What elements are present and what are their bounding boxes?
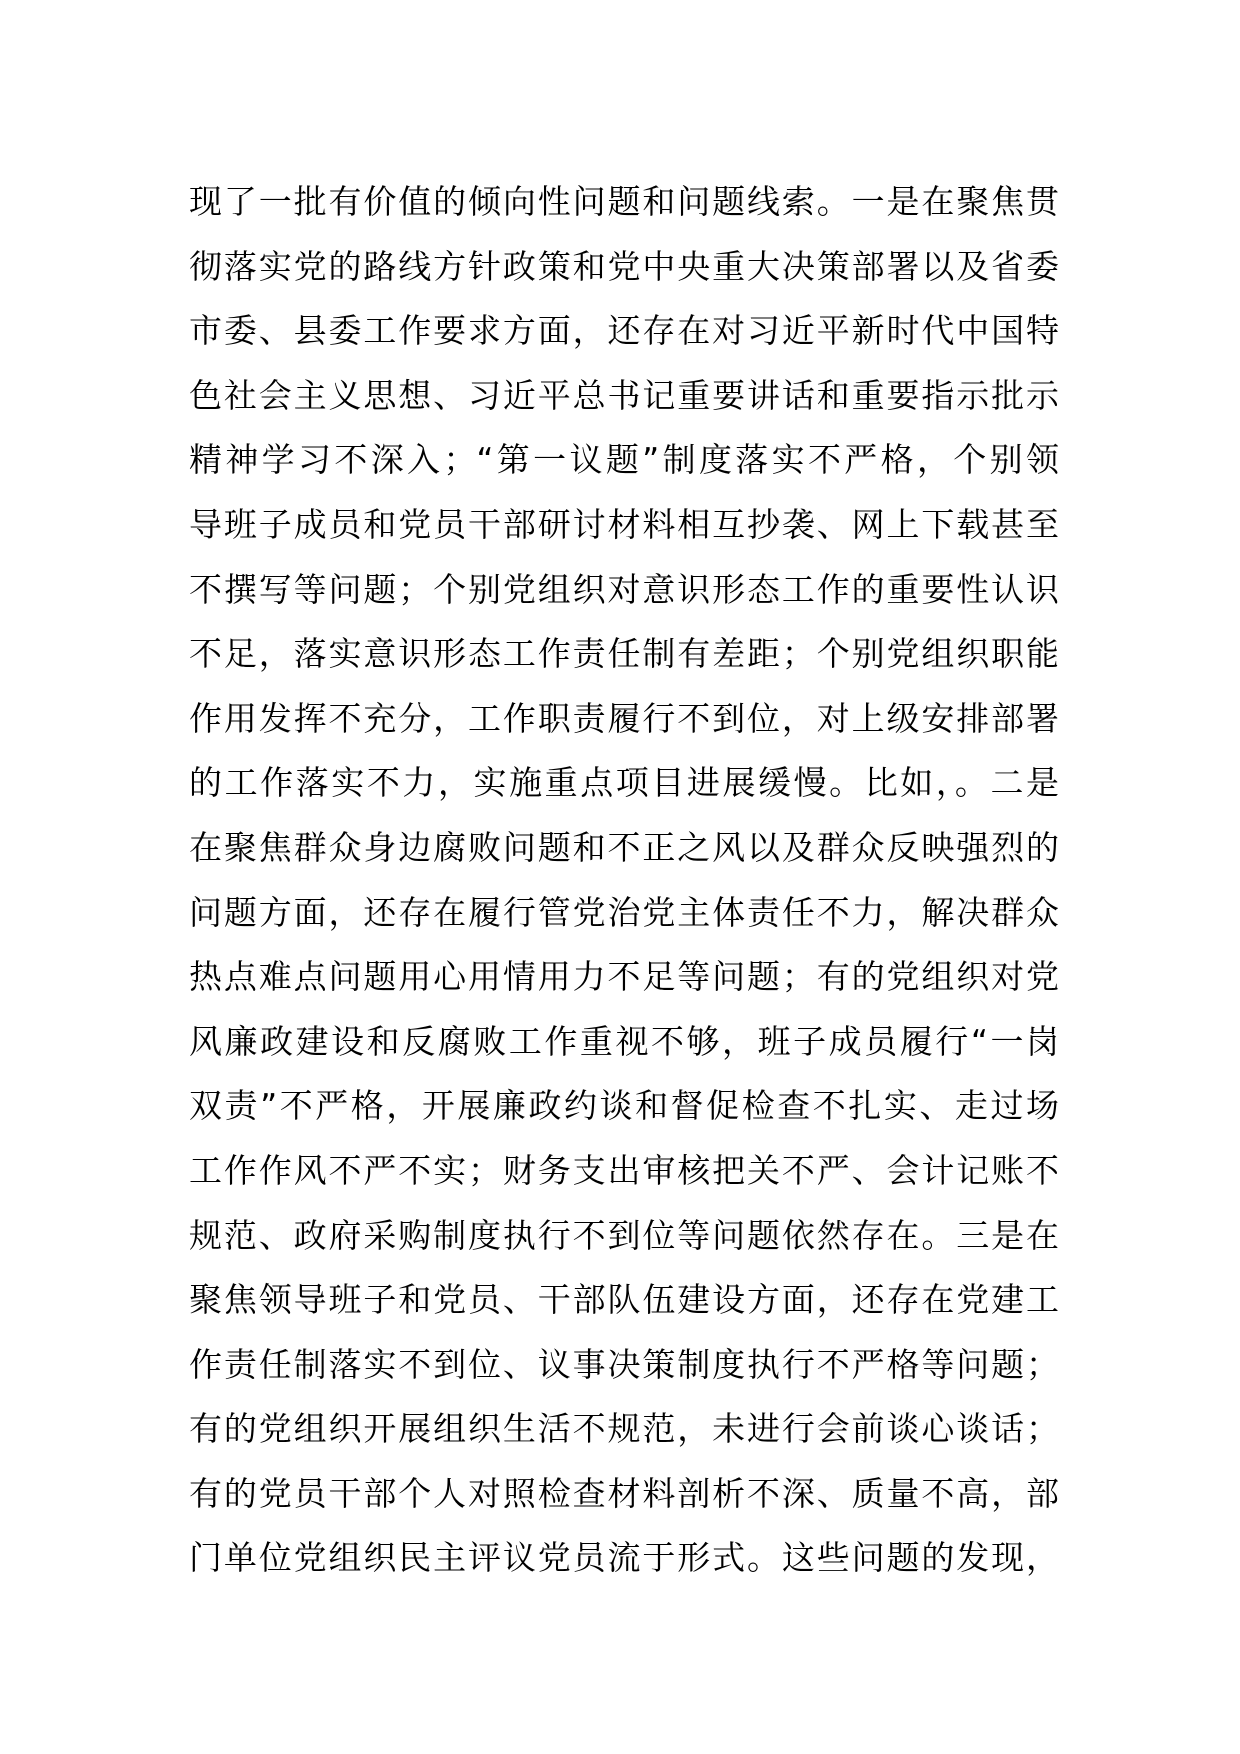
text-line: 彻落实党的路线方针政策和党中央重大决策部署以及省委 <box>189 246 1059 286</box>
text-line: 现了一批有价值的倾向性问题和问题线索。一是在聚焦贯 <box>189 182 1059 221</box>
text-line: 有的党组织开展组织生活不规范，未进行会前谈心谈话； <box>189 1409 1059 1449</box>
text-line: 不撰写等问题；个别党组织对意识形态工作的重要性认识 <box>189 569 1059 609</box>
text-line: 作用发挥不充分，工作职责履行不到位，对上级安排部署 <box>189 698 1059 738</box>
text-line: 导班子成员和党员干部研讨材料相互抄袭、网上下载甚至 <box>189 504 1059 544</box>
text-line: 有的党员干部个人对照检查材料剖析不深、质量不高，部 <box>189 1473 1059 1513</box>
body-text <box>189 170 1059 1591</box>
text-line: 门单位党组织民主评议党员流于形式。这些问题的发现， <box>189 1538 1059 1578</box>
text-line: 聚焦领导班子和党员、干部队伍建设方面，还存在党建工 <box>189 1280 1059 1320</box>
text-line: 市委、县委工作要求方面，还存在对习近平新时代中国特 <box>189 311 1059 351</box>
text-line: 色社会主义思想、习近平总书记重要讲话和重要指示批示 <box>189 375 1059 415</box>
text-line: 规范、政府采购制度执行不到位等问题依然存在。三是在 <box>189 1215 1059 1255</box>
text-line: 的工作落实不力，实施重点项目进展缓慢。比如，。二是 <box>189 763 1059 803</box>
text-line: 精神学习不深入；“第一议题”制度落实不严格，个别领 <box>189 440 1059 480</box>
text-line: 不足，落实意识形态工作责任制有差距；个别党组织职能 <box>189 634 1059 674</box>
text-line: 作责任制落实不到位、议事决策制度执行不严格等问题； <box>189 1344 1059 1384</box>
text-line: 在聚焦群众身边腐败问题和不正之风以及群众反映强烈的 <box>189 827 1059 867</box>
text-line: 风廉政建设和反腐败工作重视不够，班子成员履行“一岗 <box>189 1021 1059 1061</box>
text-line: 工作作风不严不实；财务支出审核把关不严、会计记账不 <box>189 1150 1059 1190</box>
text-line: 双责”不严格，开展廉政约谈和督促检查不扎实、走过场 <box>189 1086 1059 1126</box>
text-line: 问题方面，还存在履行管党治党主体责任不力，解决群众 <box>189 892 1059 932</box>
text-line: 热点难点问题用心用情用力不足等问题；有的党组织对党 <box>189 957 1059 997</box>
